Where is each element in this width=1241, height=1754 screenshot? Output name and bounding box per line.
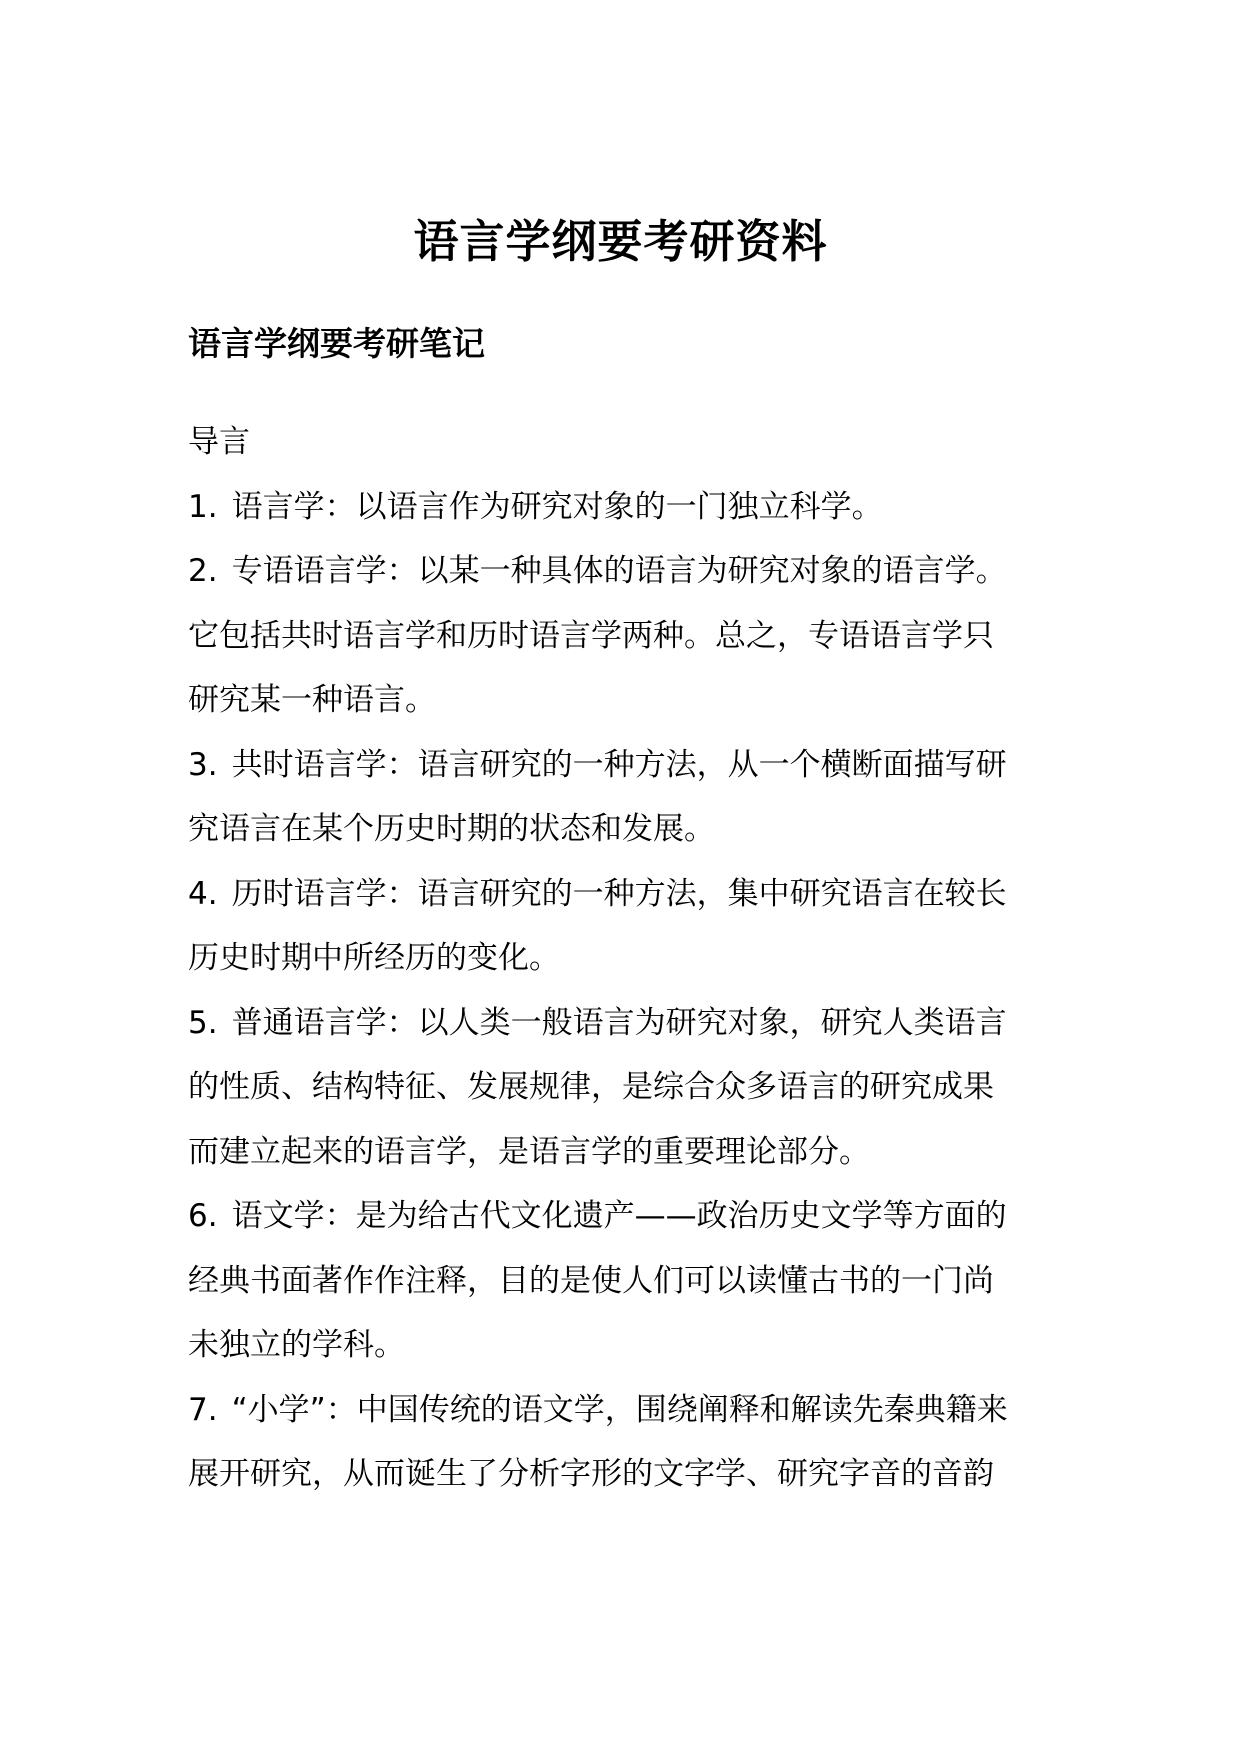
line-text: 历时语言学：语言研究的一种方法，集中研究语言在较长 — [231, 875, 1007, 912]
line-text: 究语言在某个历史时期的状态和发展。 — [188, 811, 715, 847]
continuation-line — [188, 1249, 1088, 1314]
definition-line — [188, 733, 1088, 798]
line-text: 的性质、结构特征、发展规律，是综合众多语言的研究成果 — [188, 1069, 994, 1105]
definition-line — [188, 1378, 1088, 1443]
line-text: 语言学：以语言作为研究对象的一门独立科学。 — [231, 488, 883, 525]
continuation-line — [188, 1442, 1088, 1507]
item-number: 2. — [188, 553, 218, 589]
definition-line — [188, 1184, 1088, 1249]
line-text: 语文学：是为给古代文化遗产——政治历史文学等方面的 — [231, 1198, 1007, 1234]
section-heading: 导言 — [188, 424, 250, 460]
line-text: 专语语言学：以某一种具体的语言为研究对象的语言学。 — [231, 553, 1007, 589]
item-number: 3. — [188, 746, 218, 783]
definition-line — [188, 539, 1088, 604]
document-subtitle: 语言学纲要考研笔记 — [188, 324, 485, 363]
document-body — [188, 410, 1088, 1507]
continuation-line — [188, 604, 1088, 669]
item-number: 1. — [188, 488, 218, 525]
definition-line — [188, 991, 1088, 1056]
continuation-line — [188, 1120, 1088, 1185]
document-title: 语言学纲要考研资料 — [413, 215, 828, 268]
line-text: 它包括共时语言学和历时语言学两种。总之，专语语言学只 — [188, 617, 994, 654]
line-text: 普通语言学：以人类一般语言为研究对象，研究人类语言 — [231, 1004, 1007, 1041]
continuation-line — [188, 797, 1088, 862]
line-text: 未独立的学科。 — [188, 1327, 405, 1363]
line-text: 共时语言学：语言研究的一种方法，从一个横断面描写研 — [231, 746, 1007, 783]
item-number: 5. — [188, 1004, 218, 1041]
line-text: 历史时期中所经历的变化。 — [188, 940, 560, 976]
continuation-line — [188, 926, 1088, 991]
item-number: 4. — [188, 875, 218, 912]
definition-line — [188, 862, 1088, 927]
continuation-line — [188, 1055, 1088, 1120]
line-text: 而建立起来的语言学，是语言学的重要理论部分。 — [188, 1133, 870, 1170]
line-text: 展开研究，从而诞生了分析字形的文字学、研究字音的音韵 — [188, 1456, 994, 1492]
line-text: 经典书面著作作注释，目的是使人们可以读懂古书的一门尚 — [188, 1262, 994, 1299]
line-text: “小学”：中国传统的语文学，围绕阐释和解读先秦典籍来 — [231, 1391, 1008, 1428]
item-number: 7. — [188, 1391, 218, 1428]
continuation-line — [188, 1313, 1088, 1378]
continuation-line — [188, 668, 1088, 733]
definition-line — [188, 475, 1088, 540]
line-text: 研究某一种语言。 — [188, 682, 436, 718]
item-number: 6. — [188, 1198, 218, 1234]
